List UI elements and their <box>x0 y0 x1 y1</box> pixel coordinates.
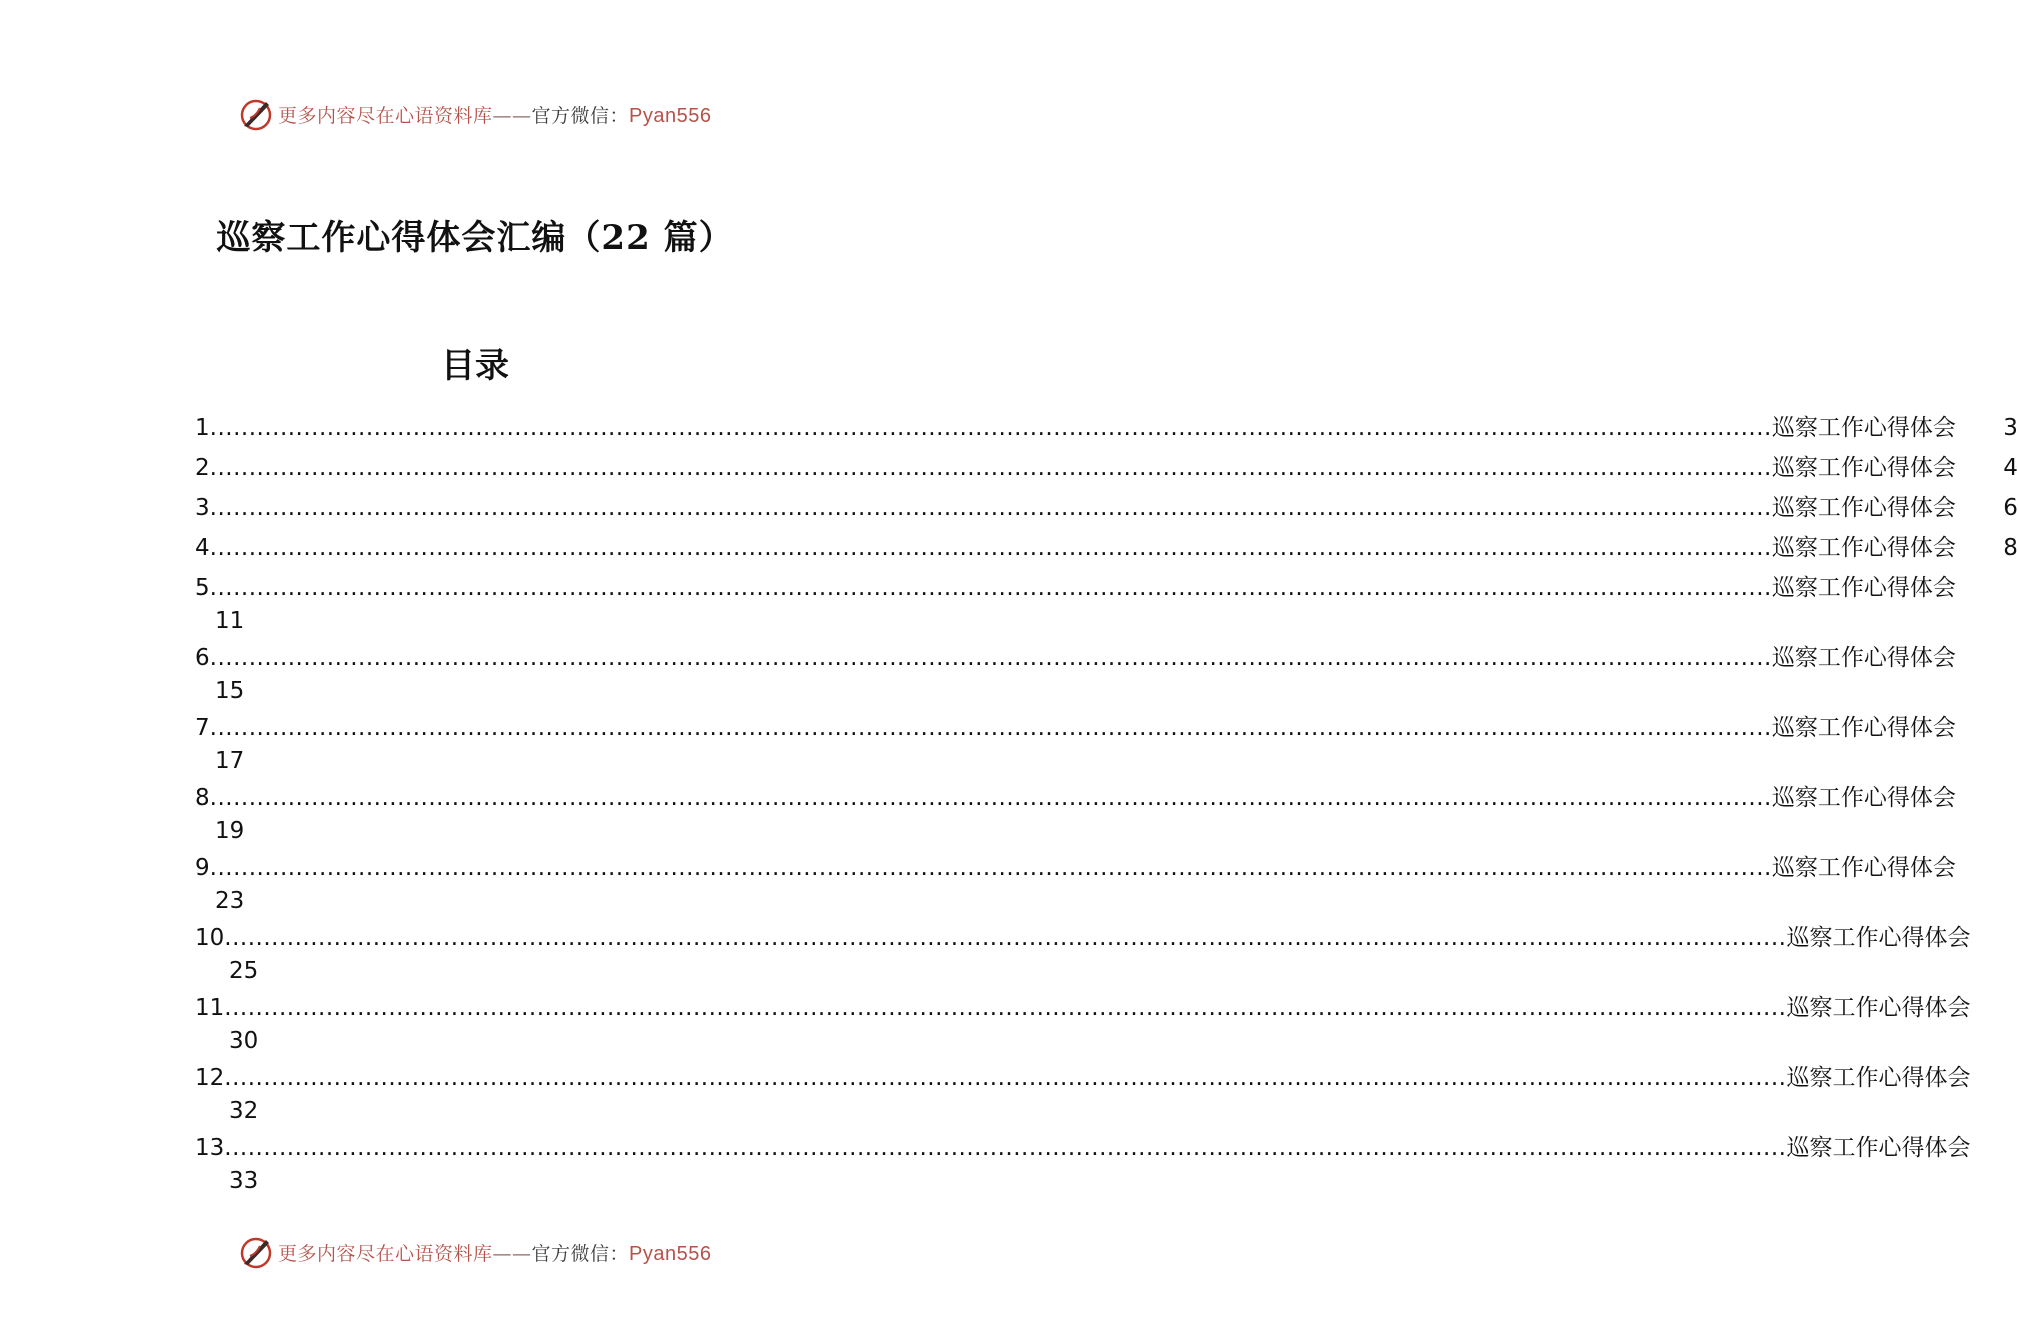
toc-entry[interactable] <box>195 708 1956 778</box>
toc-entry[interactable] <box>195 638 1956 708</box>
header-watermark <box>238 96 758 132</box>
toc-entry-label: 巡察工作心得体会 <box>1771 715 1956 741</box>
toc-entry-number: 13 <box>195 1135 225 1161</box>
toc-entry-number: 8 <box>195 785 210 811</box>
banner-wechat-label: 官方微信： <box>531 104 630 127</box>
footer-watermark <box>238 1234 758 1270</box>
banner-text: 更多内容尽在心语资料库 <box>278 104 493 127</box>
banner-wechat-id: Pyan556 <box>629 1242 712 1265</box>
toc-entry-number: 1 <box>195 415 210 441</box>
toc-entry[interactable] <box>195 568 1956 638</box>
toc-leader-dots: ........................................................................................................................................................................................................ <box>224 1135 1787 1161</box>
toc-entry-number: 4 <box>195 535 210 561</box>
toc-entry-page: 25 <box>229 958 259 984</box>
toc-leader-dots: ........................................................................................................................................................................................................ <box>209 715 1772 741</box>
toc-leader-dots: ........................................................................................................................................................................................................ <box>209 455 1772 481</box>
banner-wechat-id: Pyan556 <box>629 104 712 127</box>
toc-leader-dots: ........................................................................................................................................................................................................ <box>224 1065 1787 1091</box>
quill-logo-icon <box>238 1234 274 1270</box>
toc-heading: 目录 <box>441 346 509 386</box>
toc-entry-number: 7 <box>195 715 210 741</box>
toc-entry[interactable] <box>195 408 2018 448</box>
toc-entry-number: 9 <box>195 855 210 881</box>
toc-entry-page: 32 <box>229 1098 259 1124</box>
toc-entry-label: 巡察工作心得体会 <box>1771 535 1956 561</box>
toc-entry-page: 19 <box>215 818 245 844</box>
banner-dash: —— <box>492 104 532 127</box>
quill-logo-icon <box>238 96 274 132</box>
banner-dash: —— <box>492 1242 532 1265</box>
toc-entry-page: 33 <box>229 1168 259 1194</box>
table-of-contents <box>195 408 2018 1198</box>
toc-entry-page: 23 <box>215 888 245 914</box>
toc-leader-dots: ........................................................................................................................................................................................................ <box>224 995 1787 1021</box>
toc-entry[interactable] <box>195 848 1956 918</box>
toc-entry-number: 10 <box>195 925 225 951</box>
toc-entry-page: 6 <box>2003 495 2018 521</box>
banner-wechat-label: 官方微信： <box>531 1242 630 1265</box>
toc-entry-page: 30 <box>229 1028 259 1054</box>
toc-entry-number: 3 <box>195 495 210 521</box>
toc-entry-number: 12 <box>195 1065 225 1091</box>
toc-entry[interactable] <box>195 778 1956 848</box>
toc-entry[interactable] <box>195 528 2018 568</box>
toc-entry-label: 巡察工作心得体会 <box>1786 1135 1971 1161</box>
toc-entry[interactable] <box>195 1128 1971 1198</box>
toc-leader-dots: ........................................................................................................................................................................................................ <box>224 925 1787 951</box>
toc-entry-label: 巡察工作心得体会 <box>1771 415 1956 441</box>
toc-entry-number: 6 <box>195 645 210 671</box>
toc-leader-dots: ........................................................................................................................................................................................................ <box>209 415 1772 441</box>
toc-entry-label: 巡察工作心得体会 <box>1771 855 1956 881</box>
toc-leader-dots: ........................................................................................................................................................................................................ <box>209 785 1772 811</box>
toc-leader-dots: ........................................................................................................................................................................................................ <box>209 575 1772 601</box>
toc-entry-label: 巡察工作心得体会 <box>1771 495 1956 521</box>
toc-entry-page: 15 <box>215 678 245 704</box>
toc-entry-label: 巡察工作心得体会 <box>1771 455 1956 481</box>
toc-leader-dots: ........................................................................................................................................................................................................ <box>209 495 1772 521</box>
toc-entry-number: 5 <box>195 575 210 601</box>
toc-leader-dots: ........................................................................................................................................................................................................ <box>209 535 1772 561</box>
document-title: 巡察工作心得体会汇编（22 篇） <box>216 218 734 258</box>
toc-leader-dots: ........................................................................................................................................................................................................ <box>209 645 1772 671</box>
toc-entry-page: 17 <box>215 748 245 774</box>
toc-entry-number: 11 <box>195 995 225 1021</box>
banner-text: 更多内容尽在心语资料库 <box>278 1242 493 1265</box>
toc-entry-label: 巡察工作心得体会 <box>1771 575 1956 601</box>
toc-entry-label: 巡察工作心得体会 <box>1771 645 1956 671</box>
toc-entry[interactable] <box>195 918 1971 988</box>
toc-entry[interactable] <box>195 988 1971 1058</box>
toc-entry-label: 巡察工作心得体会 <box>1786 1065 1971 1091</box>
toc-entry-page: 4 <box>2003 455 2018 481</box>
toc-entry-label: 巡察工作心得体会 <box>1786 995 1971 1021</box>
toc-leader-dots: ........................................................................................................................................................................................................ <box>209 855 1772 881</box>
toc-entry-page: 8 <box>2003 535 2018 561</box>
toc-entry[interactable] <box>195 448 2018 488</box>
toc-entry-number: 2 <box>195 455 210 481</box>
toc-entry[interactable] <box>195 1058 1971 1128</box>
toc-entry-label: 巡察工作心得体会 <box>1771 785 1956 811</box>
toc-entry-page: 11 <box>215 608 245 634</box>
toc-entry-page: 3 <box>2003 415 2018 441</box>
toc-entry[interactable] <box>195 488 2018 528</box>
toc-entry-label: 巡察工作心得体会 <box>1786 925 1971 951</box>
